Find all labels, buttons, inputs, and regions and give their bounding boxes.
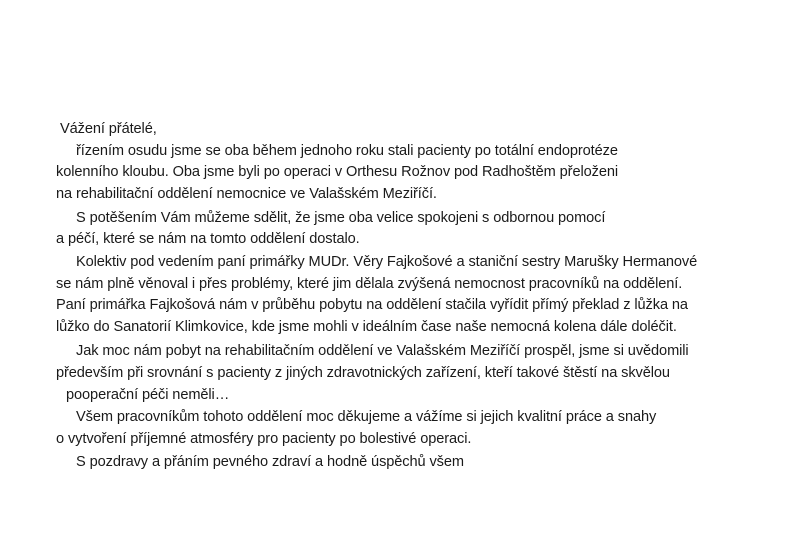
letter-line: S potěšením Vám můžeme sdělit, že jsme oba velice spokojeni s odbornou pomocí xyxy=(76,210,606,226)
letter-line: na rehabilitační oddělení nemocnice ve Valašském Meziříčí. xyxy=(56,186,437,202)
letter-line: lůžko do Sanatorií Klimkovice, kde jsme mohli v ideálním čase naše nemocná kolena dále doléčit. xyxy=(56,319,677,335)
letter-line: především při srovnání s pacienty z jiných zdravotnických zařízení, kteří takové štěstí na skvělou xyxy=(56,365,670,381)
letter-line: se nám plně věnoval i přes problémy, které jim dělala zvýšená nemocnost pracovníků na oddělení. xyxy=(56,276,683,292)
letter-line: o vytvoření příjemné atmosféry pro pacienty po bolestivé operaci. xyxy=(56,431,472,447)
letter-line: Všem pracovníkům tohoto oddělení moc děkujeme a vážíme si jejich kvalitní práce a snahy xyxy=(76,409,657,425)
letter-line: Paní primářka Fajkošová nám v průběhu pobytu na oddělení stačila vyřídit přímý překlad z lůžka na xyxy=(56,297,688,313)
letter-line: S pozdravy a přáním pevného zdraví a hodně úspěchů všem xyxy=(76,454,464,470)
letter-line: řízením osudu jsme se oba během jednoho roku stali pacienty po totální endoprotéze xyxy=(76,143,618,159)
letter-line: a péčí, které se nám na tomto oddělení dostalo. xyxy=(56,231,360,247)
letter-greeting: Vážení přátelé, xyxy=(60,121,157,137)
letter-line: Jak moc nám pobyt na rehabilitačním oddělení ve Valašském Meziříčí prospěl, jsme si uvědomili xyxy=(76,343,689,359)
letter-line: Kolektiv pod vedením paní primářky MUDr. Věry Fajkošové a staniční sestry Marušky Hermanové xyxy=(76,254,698,270)
letter-line: kolenního kloubu. Oba jsme byli po operaci v Orthesu Rožnov pod Radhoštěm přeloženi xyxy=(56,164,618,180)
letter-line: pooperační péči neměli… xyxy=(66,387,230,403)
